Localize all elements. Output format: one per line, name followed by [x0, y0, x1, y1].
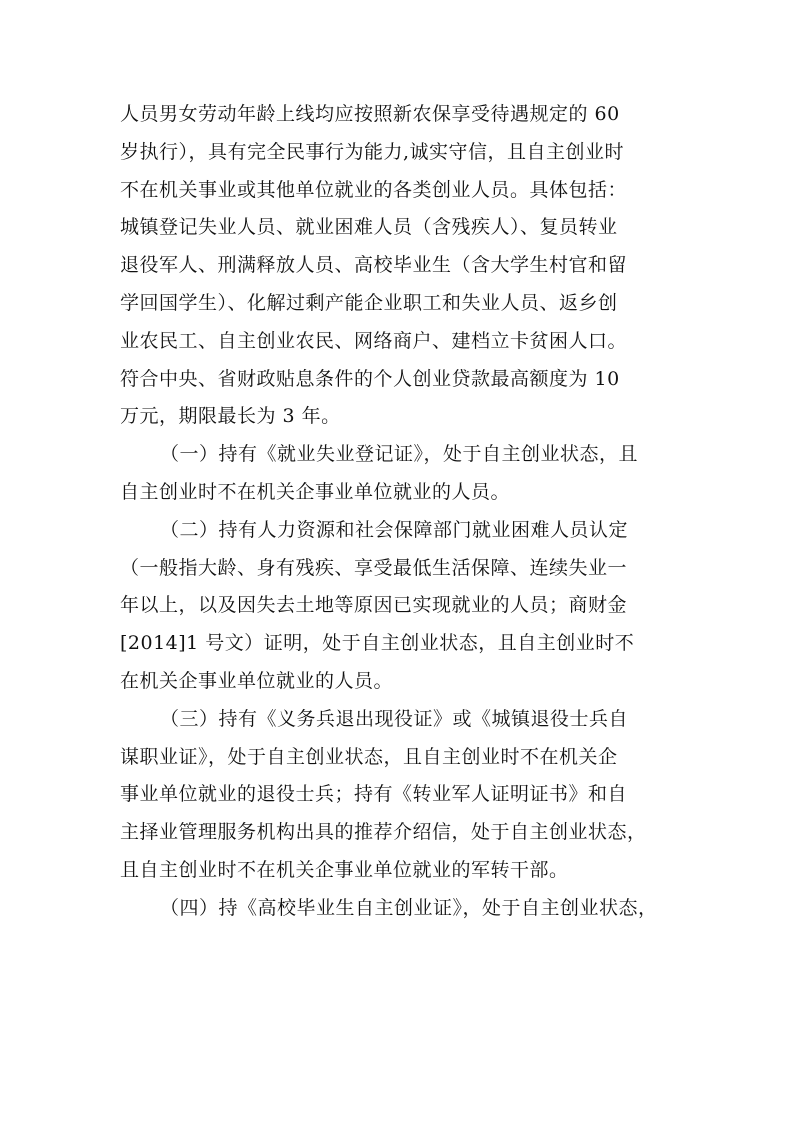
paragraph-4-start: （四）持《高校毕业生自主创业证》，处于自主创业状态， [160, 896, 658, 919]
text-line: 自主创业时不在机关企事业单位就业的人员。 [120, 480, 511, 503]
text-line: [2014]1 号文）证明，处于自主创业状态，且自主创业时不 [120, 632, 635, 655]
text-line: 万元，期限最长为 3 年。 [120, 405, 341, 428]
text-line: 在机关企事业单位就业的人员。 [120, 669, 394, 692]
text-line: 人员男女劳动年龄上线均应按照新农保享受待遇规定的 60 [120, 103, 620, 125]
text-line: 学回国学生）、化解过剩产能企业职工和失业人员、返乡创 [120, 291, 618, 314]
text-line: 城镇登记失业人员、就业困难人员（含残疾人）、复员转业 [120, 216, 618, 239]
text-line: 主择业管理服务机构出具的推荐介绍信，处于自主创业状态， [120, 821, 647, 844]
paragraph-2-start: （二）持有人力资源和社会保障部门就业困难人员认定 [160, 518, 629, 541]
paragraph-1-start: （一）持有《就业失业登记证》，处于自主创业状态，且 [160, 443, 639, 466]
text-line: 谋职业证》，处于自主创业状态，且自主创业时不在机关企 [120, 745, 618, 768]
text-line: 不在机关事业或其他单位就业的各类创业人员。具体包括： [120, 178, 628, 201]
text-line: 且自主创业时不在机关企事业单位就业的军转干部。 [120, 858, 569, 881]
text-line: 岁执行），具有完全民事行为能力,诚实守信，且自主创业时 [120, 140, 625, 163]
text-line: 年以上，以及因失去土地等原因已实现就业的人员；商财金 [120, 594, 628, 617]
text-line: （一般指大龄、身有残疾、享受最低生活保障、连续失业一 [120, 556, 628, 579]
paragraph-3-start: （三）持有《义务兵退出现役证》或《城镇退役士兵自 [160, 707, 629, 730]
text-line: 符合中央、省财政贴息条件的个人创业贷款最高额度为 10 [120, 367, 620, 390]
document-body [120, 96, 680, 928]
text-line: 退役军人、刑满释放人员、高校毕业生（含大学生村官和留 [120, 254, 628, 277]
text-line: 业农民工、自主创业农民、网络商户、建档立卡贫困人口。 [120, 329, 628, 352]
text-line: 事业单位就业的退役士兵；持有《转业军人证明证书》和自 [120, 783, 628, 806]
